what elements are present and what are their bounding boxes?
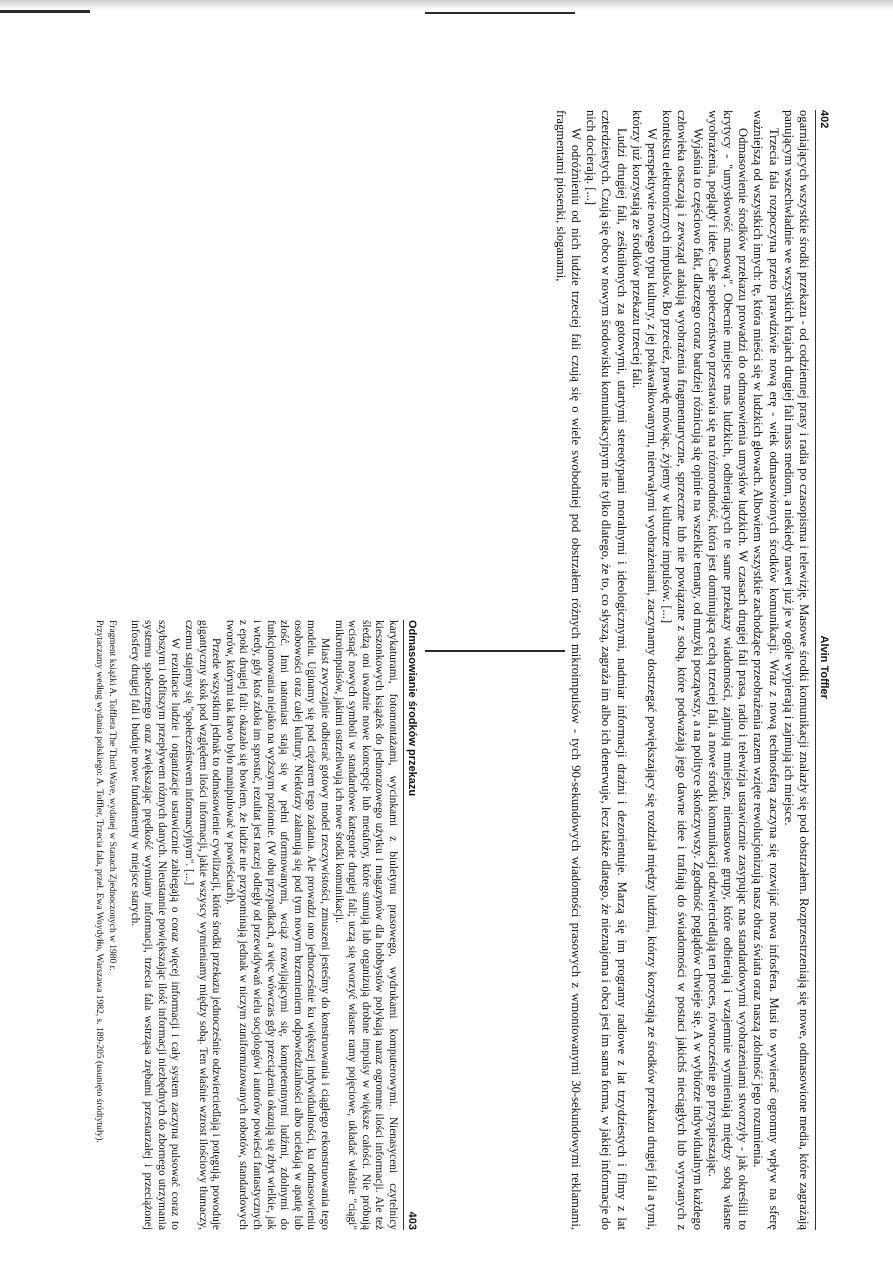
running-head-title: Alvin Toffler xyxy=(818,635,830,699)
footnote xyxy=(92,620,117,1230)
scan-artifact-line xyxy=(425,12,575,14)
paragraph: W rezultacie ludzie i organizacje ustawicznie zabiegają o coraz więcej informacji i cały system zaczyna pulsować coraz to szybszym i obfitszym przepływem różnych danych. Nieustannie powiększając ilość informacji niezbędnych do zbornego utrzymania systemu społecznego oraz zwiększając prędkość wymiany informacji, trzecia fala wstrząsa zrębami przestarzałej i przeciążonej infosfery drugiej fali i buduje nowe fundamenty w miejsce starych. xyxy=(128,620,182,1230)
scan-artifact-line xyxy=(0,10,90,13)
footnote-source: Fragment książki A. Tofflera The Third Wave, wydanej w Stanach Zjednoczonych w 1980 r. xyxy=(107,620,118,971)
page-body xyxy=(127,620,399,1230)
paragraph: Trzecia fala rozpoczyna przeto prawdziwie nową erę - wiek odmasowionych środków komunikacji. Wraz z nową technosferą zaczyna się rozwijać nowa infosfera. Musi to wywierać ogromny wpływ na sferę ważniejszą od wszystkich innych: tę, która mieści się w ludzkich głowach. Albowiem wszystkie zachodzące przeobrażenia razem wzięte rewolucjonizują nasz obraz świata oraz naszą zdolność jego rozumienia. xyxy=(751,110,781,1230)
paragraph: ogarniających wszystkie środki przekazu - od codziennej prasy i radia po czasopisma i telewizję. Masowe środki komunikacji znalazły się pod obstrzałem. Rozprzestrzeniają się nowe, odmasowione media, które zagrażają panującym wszechwładnie we wszystkich krajach drugiej fali mass mediom, a niekiedy nawet już je w ogóle wypierają i zajmują ich miejsce. xyxy=(781,110,811,1230)
footnote-translation: Przytaczamy według wydania polskiego: A. Toffler, Trzecia fala, przeł. Ewa Woydyłło, Warszawa 1982, s. 189-205 (usunięto śródtytuły). xyxy=(93,620,104,1143)
paragraph: Miast zwyczajnie odbierać gotowy model rzeczywistości, zmuszeni jesteśmy do konstruowania i ciągłego rekonstruowania tego modelu. Uginamy się pod ciężarem tego zadania. Ale prowadzi ono jednocześnie ku większej indywidualności, ku odmasowieniu osobowości oraz całej kultury. Niektórzy załamują się pod tym nowym brzemieniem odpowiedzialności albo uciekają w apatię lub złość. Inni natomiast stają się w pełni uformowanymi, wciąż rozwijającymi się, kompetentnymi ludźmi, zdolnymi do funkcjonowania niejako na wyższym poziomie. (W obu przypadkach, a więc wówczas gdy przeciążenia okazują się zbyt wielkie, jak i wtedy, gdy ktoś zdoła im sprostać, rezultat jest raczej odległy od przewidywań wielu socjologów i autorów powieści fantastycznych z epoki drugiej fali: okazało się bowiem, że ludzie nie przypominają jednak w niczym zuniformizowanych robotów, standardowych tworów, którymi tak łatwo było manipulować w powieściach). xyxy=(223,620,332,1230)
paragraph: karykaturami, fotomontażami, wycinkami z biuletynu prasowego, wydrukami komputerowymi. Nienasyceni czytelnicy kieszonkowych książek do jednorazowego użytku i magazynów dla hobbystów połykają naraz ogromne ilości informacji. Ale też śledzą oni uważnie nowe koncepcje lub metafory, które sumują lub organizują drobne impulsy w większe całości. Nie próbują wcisnąć nowych symboli w standardowe kategorie drugiej fali; uczą się tworzyć własne ramy pojęciowe, układać właśnie "ciągi" mikroimpulsów, jakimi ostrzeliwują ich nowe środki komunikacji. xyxy=(332,620,399,1230)
paragraph: Przede wszystkim jednak to odmasowienie cywilizacji, które środki przekazu jednocześnie odzwierciedlają i potęgują, powoduje gigantyczny skok pod względem ilości informacji, jakie wszyscy wymieniamy między sobą. Ten właśnie wzrost ilościowy tłumaczy, czemu stajemy się "społeczeństwem informacyjnym". [...] xyxy=(183,620,223,1230)
page-body xyxy=(553,110,811,1230)
paragraph: W odróżnieniu od nich ludzie trzeciej fali czują się o wiele swobodniej pod obstrzałem różnych mikroimpulsów - tych 90-sekundowych wiadomości prasowych z wmontowanymi 30-sekundowymi reklamami, fragmentami piosenki, sloganami, xyxy=(553,110,583,1230)
running-head-title: Odmasowianie środków przekazu xyxy=(406,620,418,797)
running-head xyxy=(403,620,418,1230)
paragraph: Ludzi drugiej fali, ześkniłonych za gotowymi, utartymi stereotypami moralnymi i ideologicznymi, nadmiar informacji drażni i dezorientuje. Marzą się im programy radiowe z lat trzydziestych i filmy z lat czterdziestych. Czują się obco w nowym środowisku komunikacyjnym nie tylko dlatego, że to, co słyszą, zagraża im albo ich denerwuje, lecz także dlatego, że nieznajoma i obca jest im sama forma, w jakiej informacje do nich docierają. [...] xyxy=(584,110,629,1230)
paragraph: Wyjaśnia to częściowo fakt, dlaczego coraz bardziej różnicują się opinie na wszelkie tematy, od muzyki począwszy, a na polityce skończywszy. Zgodność poglądów chwieje się. A w wybiórze indywidualnym każdego człowieka osaczają i zewsząd atakują wyobrażenia fragmentaryczne, sprzeczne lub nie powiązane z sobą, które podważają jego dawne idee i trafiają do świadomości w postaci jakichś nieciągłych lub wyrwanych z kontekstu elektronicznych impulsów. Bo przecież, prawdę mówiąc, żyjemy w kulturze impulsów. [...] xyxy=(660,110,705,1230)
left-page xyxy=(395,110,830,1230)
paragraph: W perspektywie nowego typu kultury, z jej pokawałkowanymi, nietrwałymi wyobrażeniami, zaczynamy dostrzegać powiększający się rozdział między ludźmi, którzy korzystają ze środków przekazu drugiej fali a tymi, którzy już korzystają ze środków przekazu trzeciej fali. xyxy=(629,110,659,1230)
page-number: 402 xyxy=(818,110,830,129)
page-number: 403 xyxy=(406,1211,418,1230)
right-page xyxy=(93,620,418,1230)
paragraph: Odmasowienie środków przekazu prowadzi do odmasowienia umysłów ludzkich. W czasach drugiej fali prasa, radio i telewizja ustawicznie zasypując nas standardowymi wyobrażeniami stworzyły - jak określili to krytycy - "umysłowość masową". Obecnie miejsce mas ludzkich, odbierających te same przekazy wiadomości, zajmują mniejsze, niemasowe grupy, które odbierają i wzajemnie wymieniają między sobą własne wyobrażenia, poglądy i idee. Całe społeczeństwo przestawia się na różnorodność, która jest dominującą cechą trzeciej fali, a nowe środki komunikacji odzwierciedlają ten proces, równocześnie go przyspieszając. xyxy=(705,110,751,1230)
scan-edge xyxy=(0,0,893,10)
running-head xyxy=(815,110,830,1230)
